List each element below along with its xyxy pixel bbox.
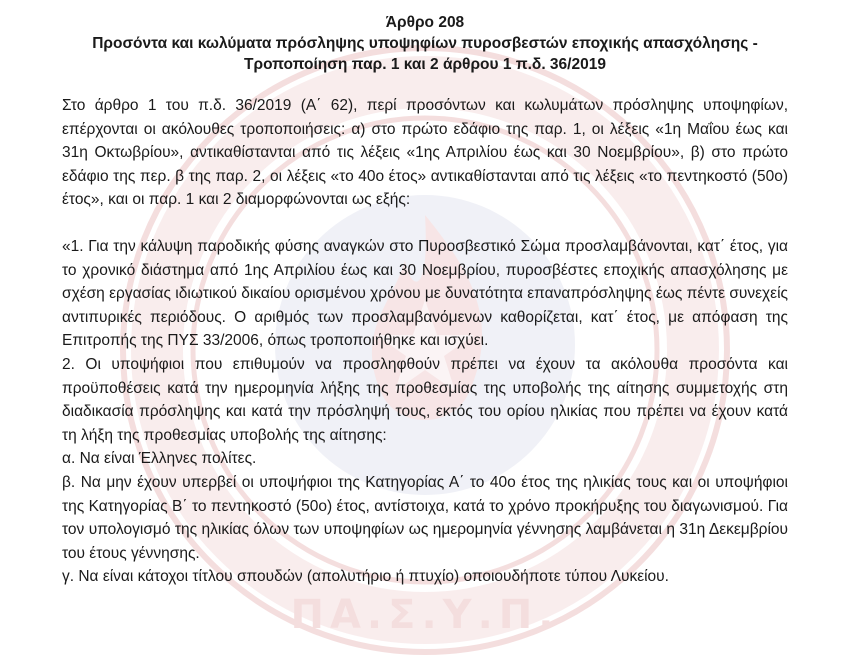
article-number: Άρθρο 208 [385, 14, 465, 31]
article-body [62, 94, 788, 589]
item-c: γ. Να είναι κάτοχοι τίτλου σπουδών (απολυτήριο ή πτυχίο) οποιουδήποτε τύπου Λυκείου. [62, 568, 669, 586]
item-b: β. Να μην έχουν υπερβεί οι υποψήφιοι της Κατηγορίας Α΄ το 40ο έτος της ηλικίας τους και οι υποψήφιοι της Κατηγορίας Β΄ το πεντηκοστό (50ο) έτος, αντίστοιχα, κατά το χρόνο προκήρυξης του διαγωνισμού. Για τον υπολογισμό της ηλικίας όλων των υποψηφίων ως ημερομηνία γέννησης λαμβάνεται η 31η Δεκεμβρίου του έτους γέννησης. [62, 473, 788, 562]
intro-paragraph: Στο άρθρο 1 του π.δ. 36/2019 (Α΄ 62), περί προσόντων και κωλυμάτων πρόσληψης υποψηφίων, επέρχονται οι ακόλουθες τροποποιήσεις: α) στο πρώτο εδάφιο της παρ. 1, οι λέξεις «1η Μαΐου έως και 31η Οκτωβρίου», αντικαθίστανται από τις λέξεις «1ης Απριλίου έως και 30 Νοεμβρίου», β) στο πρώτο εδάφιο της περ. β της παρ. 2, οι λέξεις «το 40ο έτος» αντικαθίστανται από τις λέξεις «το πεντηκοστό (50ο) έτος», και οι παρ. 1 και 2 διαμορφώνονται ως εξής: [62, 97, 788, 209]
paragraph-2: 2. Οι υποψήφιοι που επιθυμούν να προσληφθούν πρέπει να έχουν τα ακόλουθα προσόντα και προϋποθέσεις κατά την ημερομηνία λήξης της προθεσμίας της υποβολής της αίτησης συμμετοχής στη διαδικασία πρόσληψης και κατά την πρόσληψή τους, εκτός του ορίου ηλικίας που πρέπει να έχουν κατά τη λήξη της προθεσμίας υποβολής της αίτησης: [62, 355, 788, 444]
paragraph-1: «1. Για την κάλυψη παροδικής φύσης αναγκών στο Πυροσβεστικό Σώμα προσλαμβάνονται, κατ΄ έτος, για το χρονικό διάστημα από 1ης Απριλίου έως και 30 Νοεμβρίου, πυροσβέστες εποχικής απασχόλησης με σχέση εργασίας ιδιωτικού δικαίου ορισμένου χρόνου με δυνατότητα επαναπρόσληψης έως πέντε συνεχείς αντιπυρικές περιόδους. Ο αριθμός των προσλαμβανόμενων καθορίζεται, κατ΄ έτος, με απόφαση της Επιτροπής της ΠΥΣ 33/2006, όπως τροποποιήθηκε και ισχύει. [62, 237, 788, 350]
article-title-line-2: Τροποποίηση παρ. 1 και 2 άρθρου 1 π.δ. 36/2019 [244, 56, 606, 73]
item-a: α. Να είναι Έλληνες πολίτες. [62, 450, 257, 468]
article-title-line-1: Προσόντα και κωλύματα πρόσληψης υποψηφίων πυροσβεστών εποχικής απασχόλησης - [92, 35, 758, 52]
article-header [62, 12, 788, 75]
seal-bottom-text: ΠΑ.Σ.Υ.Π. [290, 592, 560, 638]
